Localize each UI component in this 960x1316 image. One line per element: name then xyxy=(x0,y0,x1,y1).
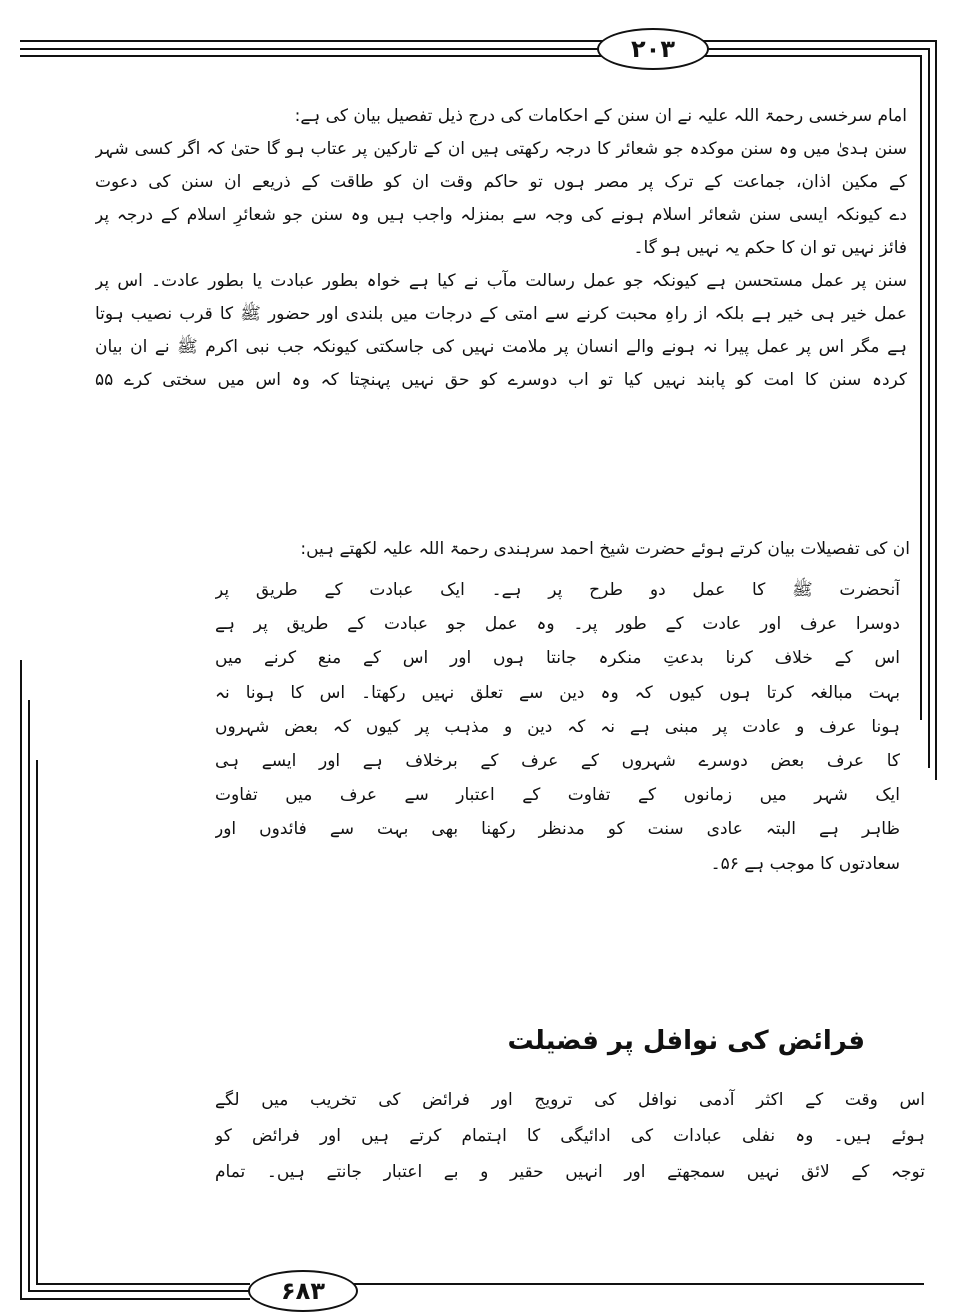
frame-top-line-2 xyxy=(20,48,610,50)
quote-line: ایک شہر میں زمانوں کے تفاوت کے اعتبار سے عرف میں تفاوت xyxy=(215,785,900,806)
frame-left-line xyxy=(36,760,38,1285)
frame-bottom-line xyxy=(352,1283,924,1285)
frame-right-line xyxy=(935,40,937,780)
section-heading: فرائض کی نوافل پر فضیلت xyxy=(507,1026,865,1056)
text-line: عمل خیر ہی خیر ہے بلکہ از راہِ محبت کرنے سے امتی کے درجات میں بلندی اور حضور ﷺ کا قرب نصیب ہوتا xyxy=(95,304,907,324)
quote-line: آنحضرت ﷺ کا عمل دو طرح پر ہے۔ ایک عبادت کے طریق پر xyxy=(215,580,900,600)
page-number-bottom: ۶۸۳ xyxy=(248,1270,358,1312)
text-line: سنن ہدیٰ میں وہ سنن موکدہ جو شعائر کا درجہ رکھتی ہیں ان کے تارکین پر عتاب ہو گا حتیٰ کہ اگر کسی شہر xyxy=(95,139,907,159)
text-line: دے کیونکہ ایسی سنن شعائر اسلام ہونے کی وجہ سے بمنزلہ واجب ہیں وہ سنن جو شعائرِ اسلام کے درجہ پر xyxy=(95,205,907,225)
frame-bottom-line xyxy=(36,1283,250,1285)
quote-line: ظاہر ہے البتہ عادی سنت کو مدنظر رکھنا بھی بہت سے فائدوں اور xyxy=(215,819,900,840)
quote-line: کا عرف بعض دوسرے شہروں کے عرف کے برخلاف ہے اور ایسے ہی xyxy=(215,750,900,771)
frame-top-right-line xyxy=(700,48,928,50)
quote-line: اس کے خلاف کرنا بدعتِ منکرہ جانتا ہوں اور اس کے منع کرنے میں xyxy=(215,648,900,669)
frame-top-right-line xyxy=(700,55,920,57)
block-quote xyxy=(215,573,900,881)
frame-top-right-line xyxy=(700,40,935,42)
frame-bottom-line xyxy=(28,1290,250,1292)
page-number-top: ۲۰۳ xyxy=(597,28,709,70)
text-line: توجہ کے لائق نہیں سمجھتے اور انہیں حقیر و بے اعتبار جانتے ہیں۔ تمام xyxy=(215,1162,925,1182)
text-line: امام سرخسی رحمۃ اللہ علیہ نے ان سنن کے احکامات کی درج ذیل تفصیل بیان کی ہے: xyxy=(294,106,907,126)
quote-line: ہونا عرف و عادت پر مبنی ہے نہ کہ دین و مذہب پر کیوں کہ بعض شہروں xyxy=(215,716,900,737)
quote-intro xyxy=(180,533,910,565)
frame-top-line-3 xyxy=(20,55,610,57)
frame-right-line xyxy=(928,48,930,768)
text-line: سنن پر عمل مستحسن ہے کیونکہ جو عمل رسالت مآب نے کیا ہے خواہ بطور عبادت یا بطور عادت۔ اس پر xyxy=(95,271,907,291)
text-line: اس وقت کے اکثر آدمی نوافل کی ترویج اور فرائض کی تخریب میں لگے xyxy=(215,1090,925,1110)
frame-top-line-1 xyxy=(20,40,610,42)
text-line: کردہ سنن کا امت کو پابند نہیں کیا تو اب دوسرے کو حق نہیں پہنچتا کہ وہ اس میں سختی کرے ۵۵ xyxy=(95,370,907,390)
frame-left-line xyxy=(20,660,22,1300)
frame-right-line xyxy=(920,55,922,720)
quote-line: دوسرا عرف اور عادت کے طور پر۔ وہ عمل جو عبادت کے طریق پر ہے xyxy=(215,614,900,635)
text-line: فائز نہیں تو ان کا حکم یہ نہیں ہو گا۔ xyxy=(633,238,907,258)
text-line: ہے مگر اس پر عمل پیرا نہ ہونے والے انسان پر ملامت نہیں کی جاسکتی کیونکہ جب نبی اکرم ﷺ نے ان بیان xyxy=(95,337,907,357)
frame-left-line xyxy=(28,700,30,1292)
quote-line: بہت مبالغہ کرتا ہوں کیوں کہ وہ دین سے تعلق نہیں رکھتا۔ اس کا ہونا نہ xyxy=(215,682,900,703)
main-paragraphs xyxy=(95,100,907,397)
quote-line: سعادتوں کا موجب ہے ۵۶۔ xyxy=(710,853,900,874)
frame-bottom-line xyxy=(20,1298,250,1300)
section-paragraph xyxy=(215,1082,925,1190)
text-line: ہوئے ہیں۔ وہ نفلی عبادات کی ادائیگی کا اہتمام کرتے ہیں اور فرائض کو xyxy=(215,1126,925,1146)
text-line: کے مکین اذان، جماعت کے ترک پر مصر ہوں تو حاکم وقت ان کو طاقت کے ذریعے ان سنن کی دعوت xyxy=(95,172,907,192)
text-line: ان کی تفصیلات بیان کرتے ہوئے حضرت شیخ احمد سرہندی رحمۃ اللہ علیہ لکھتے ہیں: xyxy=(300,539,910,559)
